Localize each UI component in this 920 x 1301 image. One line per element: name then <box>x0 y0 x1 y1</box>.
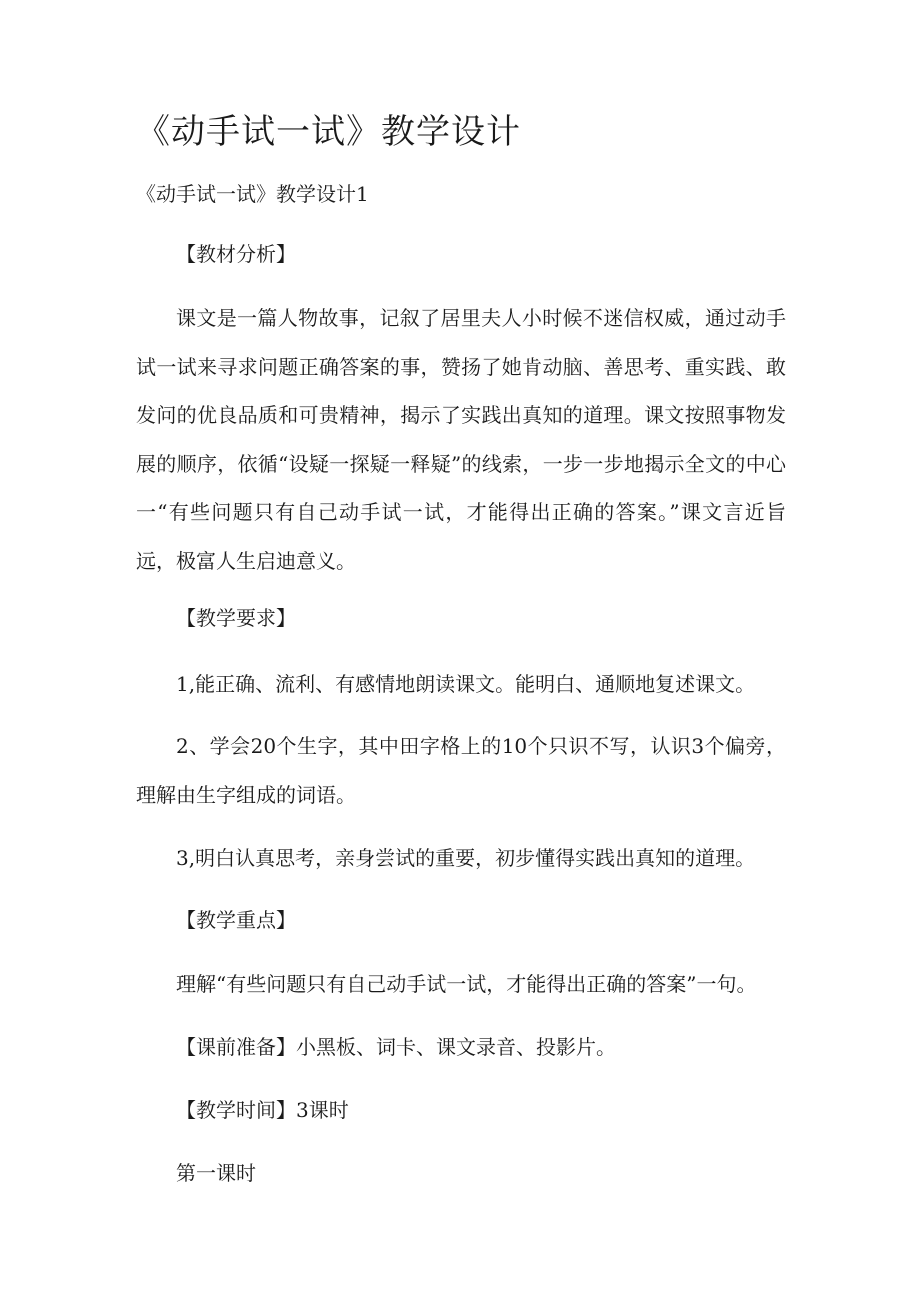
requirement-2: 2、学会20个生字，其中田字格上的10个只识不写，认识3个偏旁，理解由生字组成的词语。 <box>136 734 786 807</box>
document-title: 《动手试一试》教学设计 <box>136 112 521 152</box>
first-lesson-heading: 第一课时 <box>176 1161 256 1185</box>
preparation-line: 【课前准备】小黑板、词卡、课文录音、投影片。 <box>176 1035 616 1059</box>
key-points-text: 理解“有些问题只有自己动手试一试，才能得出正确的答案”一句。 <box>176 972 757 996</box>
key-points-heading: 【教学重点】 <box>176 908 296 932</box>
time-line: 【教学时间】3课时 <box>176 1098 349 1122</box>
requirement-3: 3,明白认真思考，亲身尝试的重要，初步懂得实践出真知的道理。 <box>176 846 756 870</box>
requirements-heading: 【教学要求】 <box>176 606 296 630</box>
analysis-heading: 【教材分析】 <box>176 242 296 266</box>
requirement-1: 1,能正确、流利、有感情地朗读课文。能明白、通顺地复述课文。 <box>176 672 756 696</box>
analysis-paragraph: 课文是一篇人物故事，记叙了居里夫人小时候不迷信权威，通过动手试一试来寻求问题正确答案的事，赞扬了她肯动脑、善思考、重实践、敢发问的优良品质和可贵精神，揭示了实践出真知的道理。课文按照事物发展的顺序，依循“设疑一探疑一释疑”的线索，一步一步地揭示全文的中心一“有些问题只有自己动手试一试，才能得出正确的答案。”课文言近旨远，极富人生启迪意义。 <box>136 306 786 573</box>
document-subtitle: 《动手试一试》教学设计1 <box>136 182 369 206</box>
